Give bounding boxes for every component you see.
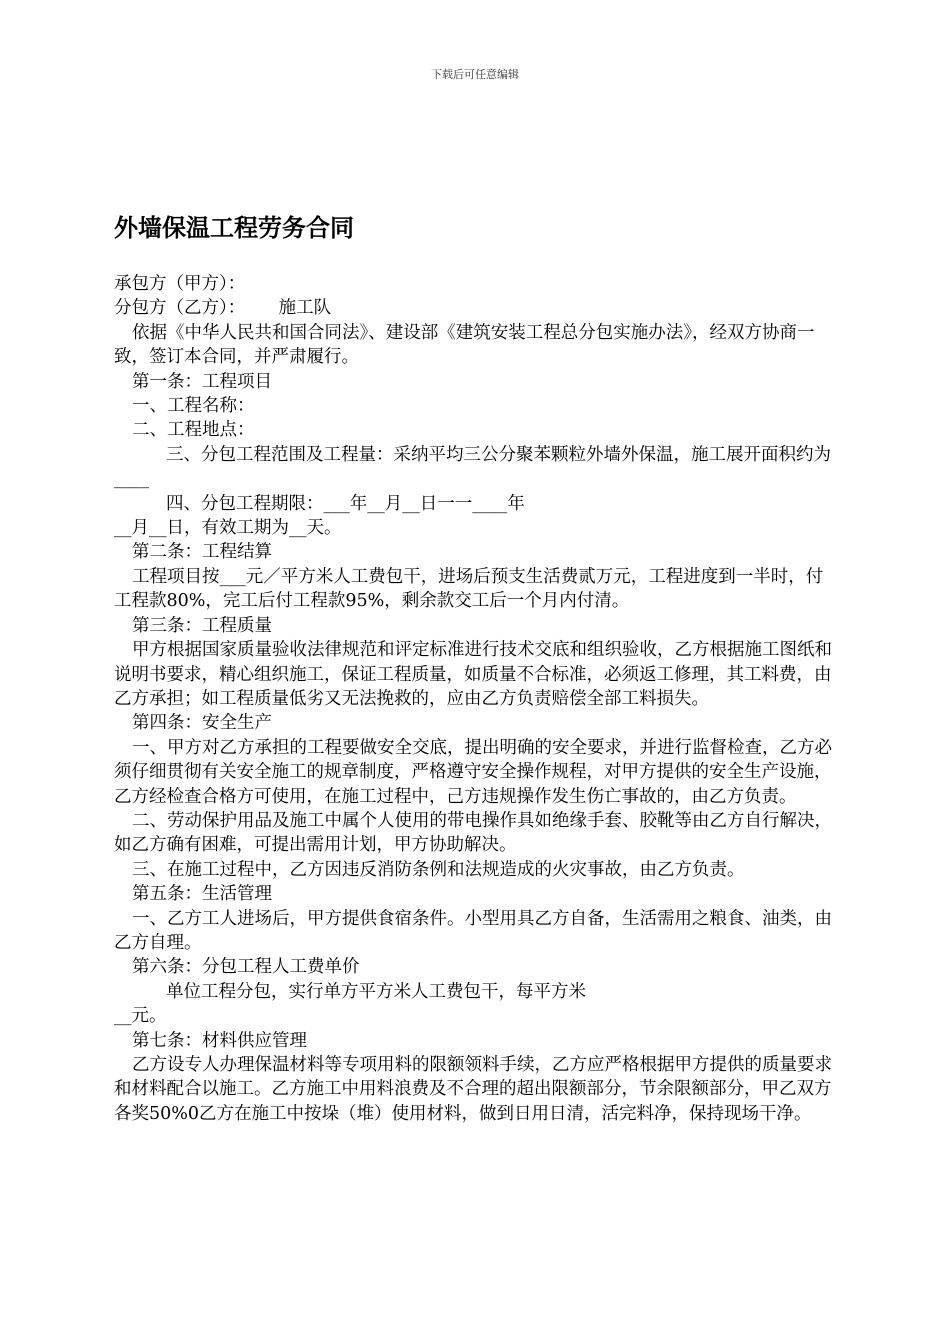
contract-paragraph: 第一条：工程项目 xyxy=(132,371,272,392)
contract-paragraph: 一、乙方工人进场后，甲方提供食宿条件。小型用具乙方自备，生活需用之粮食、油类，由乙方自理。 xyxy=(114,908,832,953)
contract-paragraph: 乙方设专人办理保温材料等专项用料的限额领料手续，乙方应严格根据甲方提供的质量要求和材料配合以施工。乙方施工中用料浪费及不合理的超出限额部分，节余限额部分，甲乙双方各奖50%0乙方在施工中按垛（堆）使用材料，做到日用日清，活完料净，保持现场干净。 xyxy=(114,1055,832,1124)
contract-paragraph: 分包方（乙方）： 施工队 xyxy=(114,298,332,319)
document-title: 外墙保温工程劳务合同 xyxy=(114,214,354,242)
contract-paragraph: 承包方（甲方）： xyxy=(114,274,246,294)
contract-paragraph: 第四条：安全生产 xyxy=(132,713,272,734)
contract-paragraph: 三、在施工过程中，乙方因违反消防条例和法规造成的火灾事故，由乙方负责。 xyxy=(132,859,745,880)
contract-paragraph: 第六条：分包工程人工费单价 xyxy=(132,957,360,978)
page-header-note: 下载后可任意编辑 xyxy=(431,68,519,81)
contract-paragraph: 甲方根据国家质量验收法律规范和评定标准进行技术交底和组织验收，乙方根据施工图纸和说明书要求，精心组织施工，保证工程质量，如质量不合标准，必须返工修理，其工料费，由乙方承担；如工程质量低劣又无法挽救的，应由乙方负责赔偿全部工料损失。 xyxy=(114,640,832,709)
contract-paragraph: __元。 xyxy=(114,1006,167,1027)
contract-paragraph: 三、分包工程范围及工程量：采纳平均三公分聚苯颗粒外墙外保温，施工展开面积约为____ xyxy=(114,444,831,490)
contract-paragraph: 第二条：工程结算 xyxy=(132,542,272,563)
contract-paragraph: 一、甲方对乙方承担的工程要做安全交底，提出明确的安全要求，并进行监督检查，乙方必须仔细贯彻有关安全施工的规章制度，严格遵守安全操作规程，对甲方提供的安全生产设施，乙方经检查合格方可使用，在施工过程中，己方违规操作发生伤亡事故的，由乙方负责。 xyxy=(114,737,832,807)
contract-paragraph: 第七条：材料供应管理 xyxy=(132,1030,307,1051)
contract-paragraph: 单位工程分包，实行单方平方米人工费包干，每平方米 xyxy=(166,981,586,1002)
contract-body xyxy=(114,272,838,1126)
contract-paragraph: 第三条：工程质量 xyxy=(132,615,272,636)
contract-paragraph: 第五条：生活管理 xyxy=(132,884,272,905)
contract-paragraph: 工程项目按___元／平方米人工费包干，进场后预支生活费贰万元，工程进度到一半时，付工程款80%，完工后付工程款95%，剩余款交工后一个月内付清。 xyxy=(114,566,824,612)
contract-paragraph: 四、分包工程期限：___年__月__日一一____年 xyxy=(166,493,525,514)
contract-paragraph: 一、工程名称： xyxy=(132,396,255,417)
contract-paragraph: __月__日，有效工期为__天。 xyxy=(114,518,342,539)
contract-paragraph: 依据《中华人民共和国合同法》、建设部《建筑安装工程总分包实施办法》，经双方协商一致，签订本合同，并严肃履行。 xyxy=(114,322,815,368)
contract-paragraph: 二、工程地点： xyxy=(132,420,255,441)
contract-paragraph: 二、劳动保护用品及施工中属个人使用的带电操作具如绝缘手套、胶靴等由乙方自行解决，如乙方确有困难，可提出需用计划，甲方协助解决。 xyxy=(114,810,832,856)
